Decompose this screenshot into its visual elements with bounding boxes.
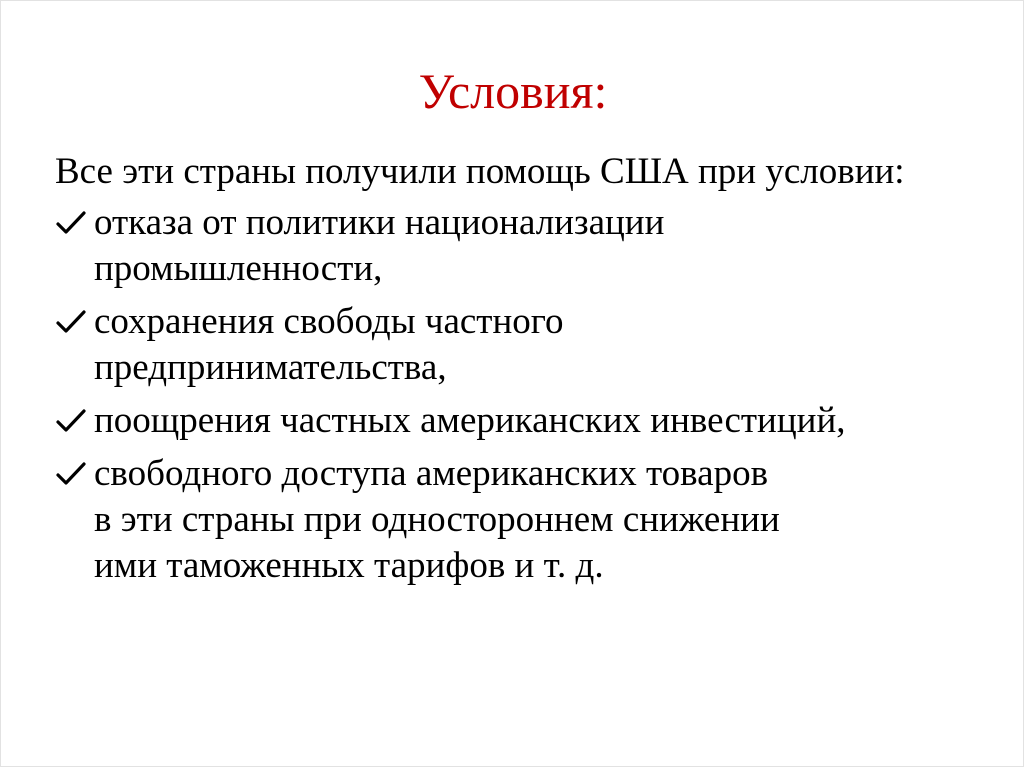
check-icon xyxy=(55,210,87,236)
list-item-text: поощрения частных американских инвестиций, xyxy=(94,400,846,441)
list-item xyxy=(55,299,995,391)
intro-text: Все эти страны получили помощь США при условии: xyxy=(55,151,905,192)
list-item-text: сохранения свободы частного предпринимательства, xyxy=(94,301,564,388)
list-item xyxy=(55,451,995,589)
check-icon xyxy=(55,461,87,487)
slide-body xyxy=(55,149,995,589)
conditions-list xyxy=(55,200,995,589)
check-icon xyxy=(55,408,87,434)
list-item-text: свободного доступа американских товаров в эти страны при одностороннем снижении ими таможенных тарифов и т. д. xyxy=(94,453,780,586)
list-item xyxy=(55,398,995,444)
check-icon xyxy=(55,309,87,335)
slide-title: Условия: xyxy=(418,63,608,119)
list-item-text: отказа от политики национализации промышленности, xyxy=(94,202,665,289)
list-item xyxy=(55,200,995,292)
